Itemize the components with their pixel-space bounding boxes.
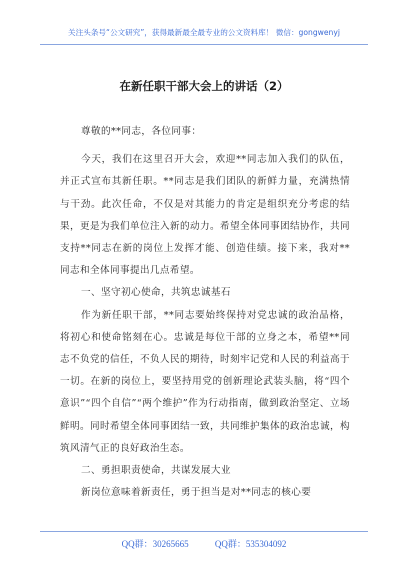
footer-qq-group-2: QQ群：535304092 <box>214 539 287 549</box>
greeting: 尊敬的**同志，各位同事： <box>81 126 202 137</box>
footer <box>0 537 408 550</box>
section-heading-2: 二、勇担职责使命，共谋发展大业 <box>81 465 231 477</box>
paragraph-section-1: 作为新任职干部，**同志要始终保持对党忠诚的政治品格，将初心和使命铭刻在心。忠诚是每位干部的立身之本，希望**同志不负党的信任，不负人民的期待，时刻牢记党和人民的利益高于一切。在新的岗位上，要坚持用党的创新理论武装头脑，将“四个意识”“四个自信”“两个维护”作为行动指南，做到政治坚定、立场鲜明。同时希望全体同事团结一致，共同维护集体的政治忠诚，构筑风清气正的良好政治生态。 <box>60 309 350 454</box>
header-divider <box>40 44 368 45</box>
section-heading-1: 一、坚守初心使命，共筑忠诚基石 <box>81 287 231 299</box>
paragraph-intro: 今天，我们在这里召开大会，欢迎**同志加入我们的队伍，并正式宣布其新任职。**同志是我们团队的新鲜力量，充满热情与干劲。此次任命，不仅是对其能力的肯定是组织充分考虑的结果，更是为我们单位注入新的动力。希望全体同事团结协作，共同支持**同志在新的岗位上发挥才能、创造佳绩。接下来，我对**同志和全体同事提出几点希望。 <box>60 154 350 277</box>
footer-qq-group-1: QQ群：30265665 <box>121 539 189 549</box>
document-title: 在新任职干部大会上的讲话（2） <box>119 79 289 93</box>
footer-divider <box>40 531 368 532</box>
paragraph-section-2: 新岗位意味着新责任，勇于担当是对**同志的核心要 <box>81 487 312 499</box>
document-body <box>60 121 350 504</box>
header-note: 关注头条号“公文研究”，获得最新最全最专业的公文资料库！ 微信：gongwenyj <box>68 28 340 37</box>
